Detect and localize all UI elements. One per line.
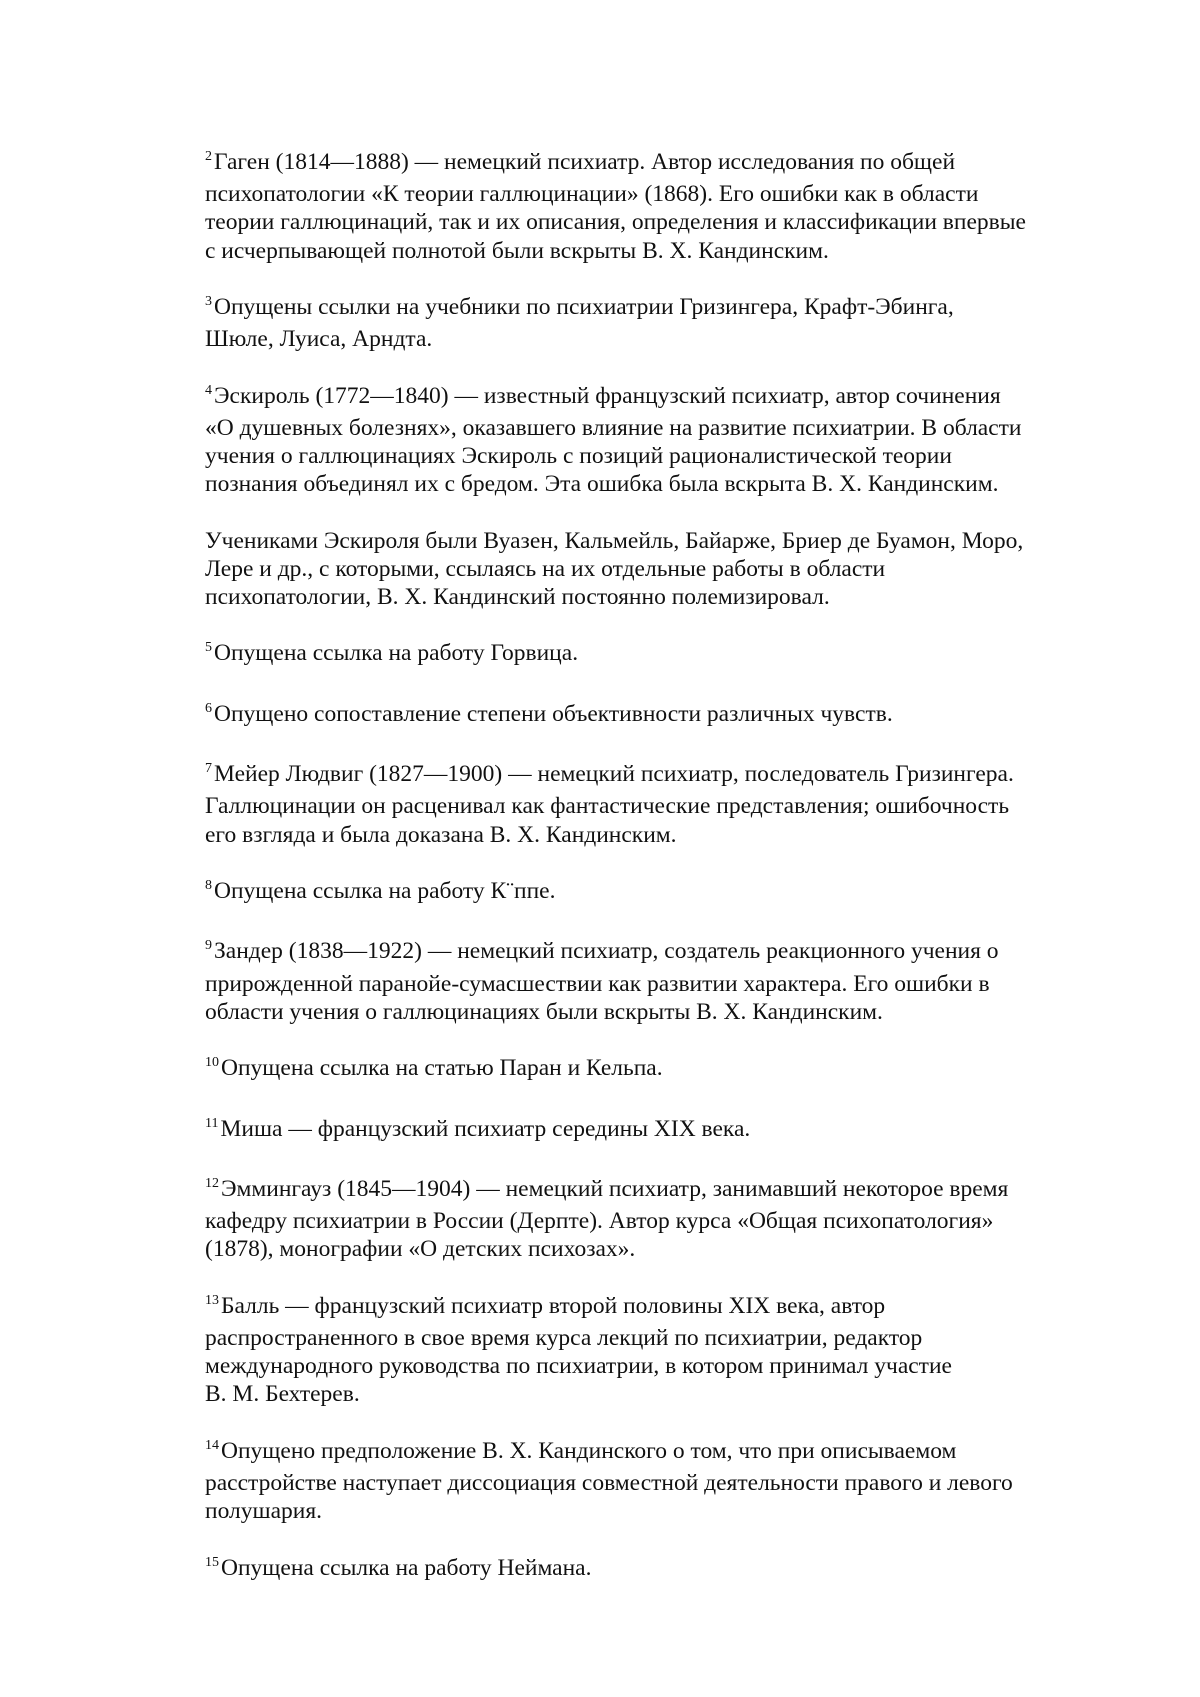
footnote-text: Учениками Эскироля были Вуазен, Кальмейль, Байарже, Бриер де Буамон, Моро, Лере и др., с которыми, ссылаясь на их отдельные работы в области психопатологии, В. Х. Кандинский постоянно полемизировал. [205,527,1024,610]
footnote-number: 13 [205,1292,219,1308]
document-page [205,148,1075,1614]
footnote-text: Мейер Людвиг (1827—1900) — немецкий психиатр, последователь Гризингера. Галлюцинации он расценивал как фантастические представления; ошибочность его взгляда и была доказана В. Х. Кандинским. [205,761,1014,848]
footnote-13 [205,1292,1075,1409]
footnote-text: Зандер (1838—1922) — немецкий психиатр, создатель реакционного учения о прирожденной паранойе-сумасшествии как развитии характера. Его ошибки в области учения о галлюцинациях были вскрыты В. Х. Кандинским. [205,938,999,1025]
footnote-text: Опущена ссылка на работу К¨ппе. [214,877,556,904]
footnote-15 [205,1554,1075,1586]
footnote-number: 11 [205,1115,219,1131]
footnote-number: 10 [205,1055,219,1071]
footnote-number: 9 [205,938,212,954]
footnote-text: Миша — французский психиатр середины XIX века. [220,1115,751,1142]
footnote-number: 15 [205,1554,219,1570]
footnote-text: Опущена ссылка на работу Горвица. [214,640,579,667]
footnote-number: 7 [205,761,212,777]
footnote-text: Опущено сопоставление степени объективности различных чувств. [214,700,893,727]
footnote-6 [205,700,1075,732]
footnote-4 [205,382,1075,499]
footnote-number: 4 [205,382,212,398]
footnote-7 [205,760,1075,849]
footnote-number: 14 [205,1437,219,1453]
footnote-4-continuation [205,527,1075,612]
footnote-number: 5 [205,640,212,656]
footnote-text: Опущены ссылки на учебники по психиатрии Гризингера, Крафт-Эбинга, Шюле, Луиса, Арндта. [205,294,954,353]
footnote-9 [205,937,1075,1026]
footnote-5 [205,639,1075,671]
footnote-8 [205,877,1075,909]
footnote-text: Опущена ссылка на работу Неймана. [221,1554,592,1581]
footnote-10 [205,1054,1075,1086]
footnote-text: Гаген (1814—1888) — немецкий психиатр. Автор исследования по общей психопатологии «К теории галлюцинации» (1868). Его ошибки как в области теории галлюцинаций, так и их описания, определения и классификации впервые с исчерпывающей полнотой были вскрыты В. Х. Кандинским. [205,149,1026,264]
footnote-number: 3 [205,294,212,309]
footnote-12 [205,1175,1075,1264]
footnote-number: 12 [205,1175,219,1191]
footnote-2 [205,148,1075,265]
footnote-3 [205,293,1075,353]
footnote-number: 6 [205,700,212,716]
footnote-text: Балль — французский психиатр второй половины XIX века, автор распространенного в свое время курса лекций по психиатрии, редактор международного руководства по психиатрии, в котором принимал участие В. М. Бехтерев. [205,1292,952,1408]
footnote-number: 8 [205,877,212,893]
footnote-text: Эммингауз (1845—1904) — немецкий психиатр, занимавший некоторое время кафедру психиатрии в России (Дерпте). Автор курса «Общая психопатология» (1878), монографии «О детских психозах». [205,1175,1009,1263]
footnote-11 [205,1115,1075,1147]
footnote-14 [205,1437,1075,1526]
footnote-text: Опущена ссылка на статью Паран и Кельпа. [221,1055,663,1082]
footnote-text: Опущено предположение В. Х. Кандинского о том, что при описываемом расстройстве наступает диссоциация совместной деятельности правого и левого полушария. [205,1437,1013,1525]
footnote-number: 2 [205,149,212,164]
footnote-text: Эскироль (1772—1840) — известный французский психиатр, автор сочинения «О душевных болезнях», оказавшего влияние на развитие психиатрии. В области учения о галлюцинациях Эскироль с позиций рационалистической теории познания объединял их с бредом. Эта ошибка была вскрыта В. Х. Кандинским. [205,382,1022,498]
